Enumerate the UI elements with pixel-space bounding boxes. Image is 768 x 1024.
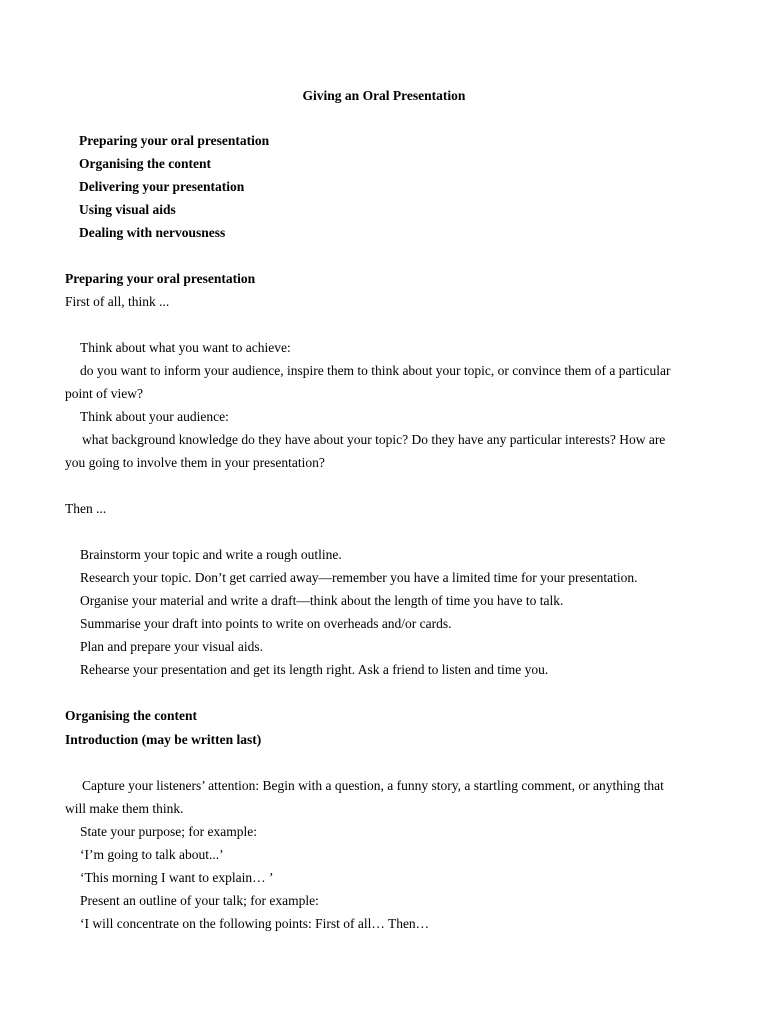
step-brainstorm: Brainstorm your topic and write a rough outline.	[80, 547, 342, 562]
subheading-introduction: Introduction (may be written last)	[65, 732, 262, 747]
sub-audience-line2: you going to involve them in your presentation?	[65, 455, 325, 470]
then-label: Then ...	[65, 501, 107, 516]
sub-audience-line1: what background knowledge do they have about your topic? Do they have any particular interests? How are	[82, 432, 666, 447]
section-heading-organising: Organising the content	[65, 708, 198, 723]
toc-item-delivering: Delivering your presentation	[79, 179, 245, 194]
document-title: Giving an Oral Presentation	[302, 88, 466, 103]
example-concentrate: ‘I will concentrate on the following points: First of all… Then…	[80, 916, 430, 931]
bullet-audience: Think about your audience:	[80, 409, 229, 424]
section-intro: First of all, think ...	[65, 294, 170, 309]
bullet-achieve: Think about what you want to achieve:	[80, 340, 291, 355]
capture-line1: Capture your listeners’ attention: Begin with a question, a funny story, a startling comment, or anything that	[82, 778, 664, 793]
toc-item-preparing: Preparing your oral presentation	[79, 133, 270, 148]
step-research: Research your topic. Don’t get carried away—remember you have a limited time for your presentation.	[80, 570, 638, 585]
sub-achieve-line2: point of view?	[65, 386, 143, 401]
step-visual-aids: Plan and prepare your visual aids.	[80, 639, 263, 654]
sub-achieve-line1: do you want to inform your audience, inspire them to think about your topic, or convince them of a particular	[80, 363, 671, 378]
step-summarise: Summarise your draft into points to write on overheads and/or cards.	[80, 616, 452, 631]
step-rehearse: Rehearse your presentation and get its length right. Ask a friend to listen and time you.	[80, 662, 549, 677]
section-heading-preparing: Preparing your oral presentation	[65, 271, 256, 286]
state-purpose: State your purpose; for example:	[80, 824, 257, 839]
toc-item-nervousness: Dealing with nervousness	[79, 225, 226, 240]
capture-line2: will make them think.	[65, 801, 184, 816]
example-talk-about: ‘I’m going to talk about...’	[80, 847, 224, 862]
toc-item-organising: Organising the content	[79, 156, 212, 171]
present-outline: Present an outline of your talk; for example:	[80, 893, 319, 908]
toc-item-visual-aids: Using visual aids	[79, 202, 176, 217]
step-organise: Organise your material and write a draft—think about the length of time you have to talk.	[80, 593, 564, 608]
example-explain: ‘This morning I want to explain… ’	[80, 870, 274, 885]
